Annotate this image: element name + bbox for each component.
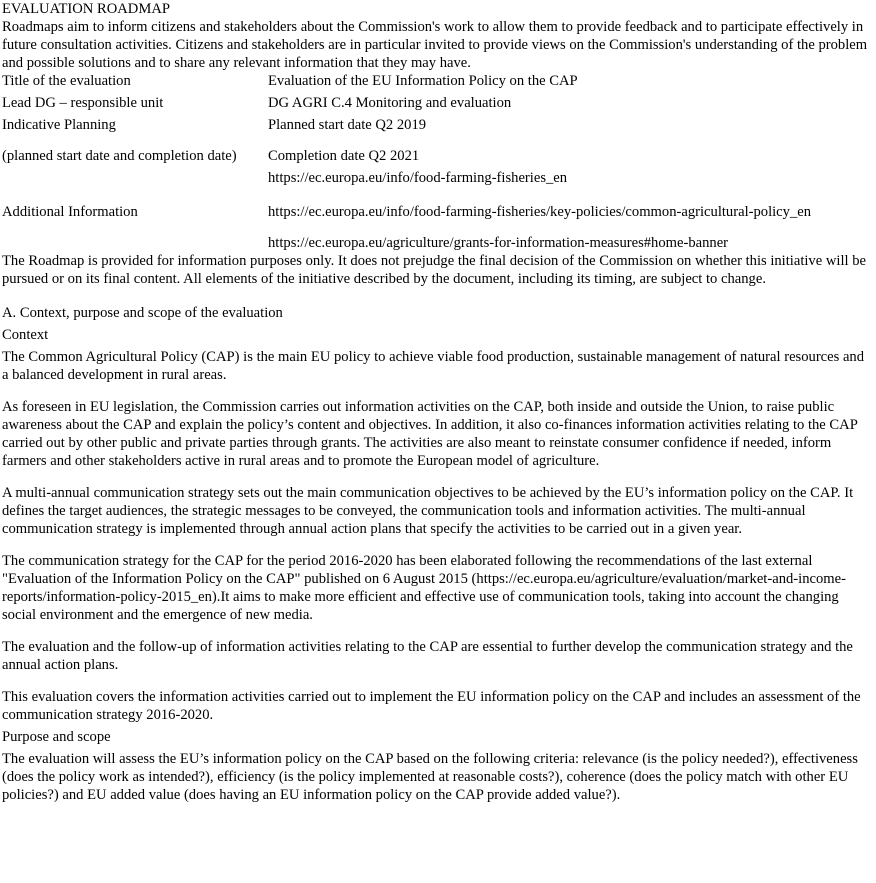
planning-value: Planned start date Q2 2019	[268, 117, 427, 133]
purpose-paragraph: The evaluation will assess the EU’s information policy on the CAP based on the following criteria: relevance (is the policy needed?), effectiveness (does the policy work as intended?), efficiency (is the policy implemented at reasonable costs?), coherence (does the policy match with other EU policies?) and EU added value (does having an EU information policy on the CAP provide added value?).	[2, 751, 858, 803]
evaluation-info-table	[2, 72, 811, 252]
table-row	[2, 134, 811, 165]
title-value: Evaluation of the EU Information Policy on the CAP	[268, 73, 578, 89]
title-label: Title of the evaluation	[2, 73, 131, 89]
table-row	[2, 72, 811, 90]
disclaimer-paragraph: The Roadmap is provided for information purposes only. It does not prejudge the final decision of the Commission on whether this initiative will be pursued or on its final content. All elements of the initiative described by the document, including its timing, are subject to change.	[2, 253, 866, 287]
document-title: EVALUATION ROADMAP	[2, 1, 170, 17]
context-paragraph-2: As foreseen in EU legislation, the Commission carries out information activities on the CAP, both inside and outside the Union, to raise public awareness about the CAP and explain the policy’s content and objectives. In addition, it also co-finances information activities relating to the CAP carried out by other public and private parties through grants. The activities are also meant to reinstate consumer confidence if needed, inform farmers and other stakeholders active in rural areas and to promote the European model of agriculture.	[2, 399, 858, 469]
context-paragraph-4: The communication strategy for the CAP for the period 2016-2020 has been elaborated following the recommendations of the last external "Evaluation of the Information Policy on the CAP" published on 6 August 2015 (https://ec.europa.eu/agriculture/evaluation/market-and-income-reports/information-policy-2015_en).It aims to make more efficient and effective use of communication tools, taking into account the changing social environment and the emergence of new media.	[2, 553, 846, 623]
context-heading: Context	[2, 327, 49, 343]
context-paragraph-3: A multi-annual communication strategy sets out the main communication objectives to be achieved by the EU’s information policy on the CAP. It defines the target audiences, the strategic messages to be conveyed, the communication tools and information activities. The multi-annual communication strategy is implemented through annual action plans that specify the activities to be carried out in a given year.	[2, 485, 854, 537]
lead-label: Lead DG – responsible unit	[2, 95, 164, 111]
link-common-agricultural-policy: https://ec.europa.eu/info/food-farming-fisheries/key-policies/common-agricultural-policy_en	[268, 204, 812, 220]
intro-paragraph: Roadmaps aim to inform citizens and stakeholders about the Commission's work to allow them to provide feedback and to participate effectively in future consultation activities. Citizens and stakeholders are in particular invited to provide views on the Commission's understanding of the problem and possible solutions and to share any relevant information that they may have.	[2, 19, 868, 71]
table-row	[2, 112, 811, 134]
section-a-heading: A. Context, purpose and scope of the evaluation	[2, 305, 283, 321]
context-paragraph-5: The evaluation and the follow-up of information activities relating to the CAP are essential to further develop the communication strategy and the annual action plans.	[2, 639, 853, 673]
link-grants-for-information: https://ec.europa.eu/agriculture/grants-for-information-measures#home-banner	[268, 235, 729, 251]
lead-value: DG AGRI C.4 Monitoring and evaluation	[268, 95, 512, 111]
table-row	[2, 165, 811, 187]
purpose-heading: Purpose and scope	[2, 729, 111, 745]
table-row	[2, 221, 811, 252]
table-row	[2, 90, 811, 112]
context-paragraph-1: The Common Agricultural Policy (CAP) is the main EU policy to achieve viable food production, sustainable management of natural resources and a balanced development in rural areas.	[2, 349, 865, 383]
context-paragraph-6: This evaluation covers the information activities carried out to implement the EU information policy on the CAP and includes an assessment of the communication strategy 2016-2020.	[2, 689, 861, 723]
table-row	[2, 187, 811, 221]
link-food-farming-fisheries: https://ec.europa.eu/info/food-farming-fisheries_en	[268, 170, 568, 186]
planning-value-2: Completion date Q2 2021	[268, 148, 420, 164]
planning-label-2: (planned start date and completion date)	[2, 148, 237, 164]
additional-info-label: Additional Information	[2, 204, 138, 220]
planning-label: Indicative Planning	[2, 117, 116, 133]
